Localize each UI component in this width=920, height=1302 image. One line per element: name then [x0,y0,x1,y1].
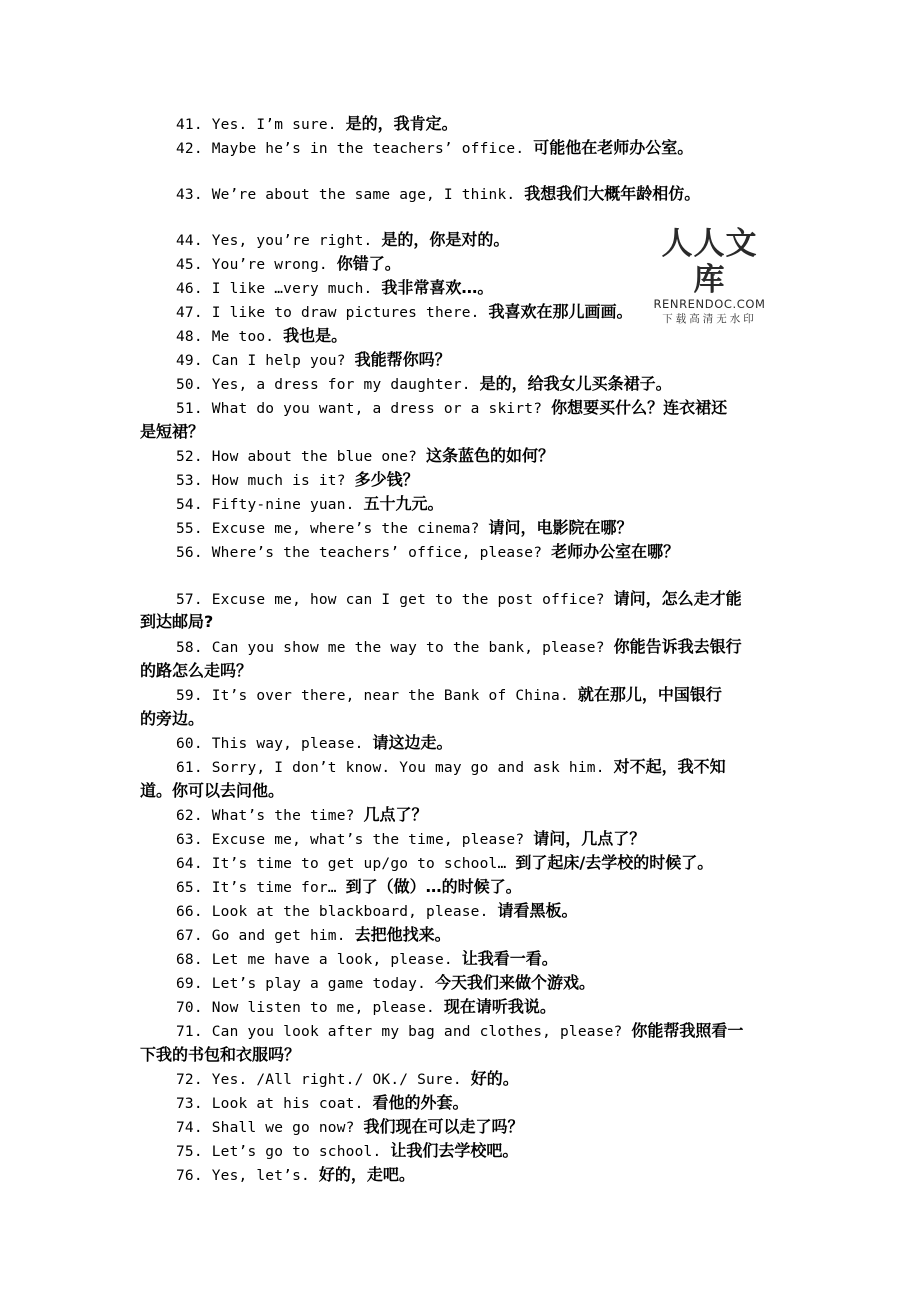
english-text: 53. How much is it? [176,473,355,489]
english-text: 60. This way, please. [176,736,373,752]
chinese-text: 五十九元。 [363,494,444,513]
chinese-text: 请问，几点了？ [533,829,646,848]
chinese-text: 道。你可以去问他。 [140,781,285,800]
chinese-text: 就在那儿，中国银行 [577,685,722,704]
phrase-line [140,923,788,948]
chinese-text: 你能告诉我去银行 [613,637,742,656]
chinese-text: 可能他在老师办公室。 [533,138,694,157]
chinese-text: 去把他找来。 [354,925,451,944]
phrase-line [140,875,788,900]
chinese-text: 让我看一看。 [461,949,558,968]
chinese-text: 的路怎么走吗？ [140,661,253,680]
chinese-text: 几点了？ [363,805,428,824]
chinese-text: 请看黑板。 [497,901,578,920]
english-text: 50. Yes, a dress for my daughter. [176,377,480,393]
english-text: 57. Excuse me, how can I get to the post office? [176,592,614,608]
phrase-line [140,516,788,541]
phrase-line [140,420,788,444]
english-text: 52. How about the blue one? [176,449,427,465]
english-text: 70. Now listen to me, please. [176,1000,444,1016]
phrase-line [140,1091,788,1116]
chinese-text: 是的，你是对的。 [381,230,510,249]
chinese-text: 我非常喜欢…。 [381,278,494,297]
english-text: 63. Excuse me, what’s the time, please? [176,832,534,848]
chinese-text: 你能帮我照看一 [631,1021,744,1040]
chinese-text: 请问，电影院在哪？ [488,518,633,537]
chinese-text: 我们现在可以走了吗？ [363,1117,524,1136]
chinese-text: 我想我们大概年龄相仿。 [524,184,701,203]
phrase-line [140,803,788,828]
english-text: 45. You’re wrong. [176,257,337,273]
english-text: 46. I like …very much. [176,281,382,297]
english-text: 73. Look at his coat. [176,1096,373,1112]
chinese-text: 下我的书包和衣服吗？ [140,1045,301,1064]
chinese-text: 好的，走吧。 [318,1165,415,1184]
english-text: 74. Shall we go now? [176,1120,364,1136]
phrase-line [140,779,788,803]
english-text: 68. Let me have a look, please. [176,952,462,968]
phrase-line [140,1115,788,1140]
phrase-line [140,324,788,349]
chinese-text: 是短裙？ [140,422,205,441]
english-text: 65. It’s time for… [176,880,346,896]
english-text: 42. Maybe he’s in the teachers’ office. [176,141,534,157]
chinese-text: 这条蓝色的如何？ [426,446,555,465]
watermark-subtitle: 下载高清无水印 [662,313,757,325]
chinese-text: 请这边走。 [372,733,453,752]
phrase-line [140,1019,788,1044]
english-text: 64. It’s time to get up/go to school… [176,856,516,872]
phrase-line [140,348,788,373]
phrase-line [140,1043,788,1067]
watermark-url: RENRENDOC.COM [653,297,766,311]
watermark-title: 人人文库 [661,226,758,298]
chinese-text: 现在请听我说。 [443,997,556,1016]
phrase-line [140,540,788,565]
phrase-line [140,610,788,634]
english-text: 54. Fifty-nine yuan. [176,497,364,513]
english-text: 58. Can you show me the way to the bank, please? [176,640,614,656]
english-text: 47. I like to draw pictures there. [176,305,489,321]
english-text: 51. What do you want, a dress or a skirt? [176,401,552,417]
chinese-text: 是的，给我女儿买条裙子。 [479,374,672,393]
chinese-text: 我喜欢在那儿画画。 [488,302,633,321]
chinese-text: 多少钱？ [354,470,419,489]
phrase-line [140,947,788,972]
chinese-text: 到了（做）…的时候了。 [345,877,522,896]
english-text: 61. Sorry, I don’t know. You may go and ask him. [176,760,614,776]
phrase-line [140,444,788,469]
phrase-line [140,707,788,731]
english-text: 56. Where’s the teachers’ office, please? [176,545,552,561]
chinese-text: 对不起，我不知 [613,757,726,776]
phrase-line [140,659,788,683]
phrase-line [140,899,788,924]
english-text: 75. Let’s go to school. [176,1144,391,1160]
chinese-text: 请问，怎么走才能 [613,589,742,608]
phrase-line [140,851,788,876]
phrase-line [140,731,788,756]
english-text: 71. Can you look after my bag and clothes, please? [176,1024,632,1040]
phrase-line [140,1163,788,1188]
chinese-text: 你想要买什么？连衣裙还 [551,398,728,417]
english-text: 48. Me too. [176,329,284,345]
phrase-line [140,827,788,852]
phrase-line [140,683,788,708]
english-text: 76. Yes, let’s. [176,1168,319,1184]
phrase-line [140,1139,788,1164]
phrase-line [140,372,788,397]
chinese-text: 我也是。 [283,326,348,345]
phrase-line [140,136,788,161]
renrendoc-watermark-logo [647,226,772,327]
chinese-text: 是的，我肯定。 [345,114,458,133]
phrase-line [140,468,788,493]
english-text: 55. Excuse me, where’s the cinema? [176,521,489,537]
chinese-text: 到达邮局? [140,612,214,631]
chinese-text: 好的。 [470,1069,519,1088]
chinese-text: 到了起床/去学校的时候了。 [515,853,714,872]
english-text: 62. What’s the time? [176,808,364,824]
chinese-text: 老师办公室在哪？ [551,542,680,561]
phrase-line [140,1067,788,1092]
english-text: 69. Let’s play a game today. [176,976,435,992]
phrase-line [140,995,788,1020]
chinese-text: 看他的外套。 [372,1093,469,1112]
english-text: 44. Yes, you’re right. [176,233,382,249]
phrase-line [140,112,788,137]
english-text: 59. It’s over there, near the Bank of China. [176,688,578,704]
chinese-text: 让我们去学校吧。 [390,1141,519,1160]
phrase-line [140,587,788,612]
chinese-text: 今天我们来做个游戏。 [434,973,595,992]
phrase-line [140,492,788,517]
english-text: 49. Can I help you? [176,353,355,369]
english-text: 72. Yes. /All right./ OK./ Sure. [176,1072,471,1088]
english-text: 41. Yes. I’m sure. [176,117,346,133]
english-text: 43. We’re about the same age, I think. [176,187,525,203]
phrase-line [140,755,788,780]
english-text: 67. Go and get him. [176,928,355,944]
chinese-text: 的旁边。 [140,709,205,728]
chinese-text: 我能帮你吗？ [354,350,451,369]
phrase-line [140,396,788,421]
phrase-line [140,182,788,207]
phrase-line [140,635,788,660]
english-text: 66. Look at the blackboard, please. [176,904,498,920]
phrase-line [140,971,788,996]
chinese-text: 你错了。 [336,254,401,273]
